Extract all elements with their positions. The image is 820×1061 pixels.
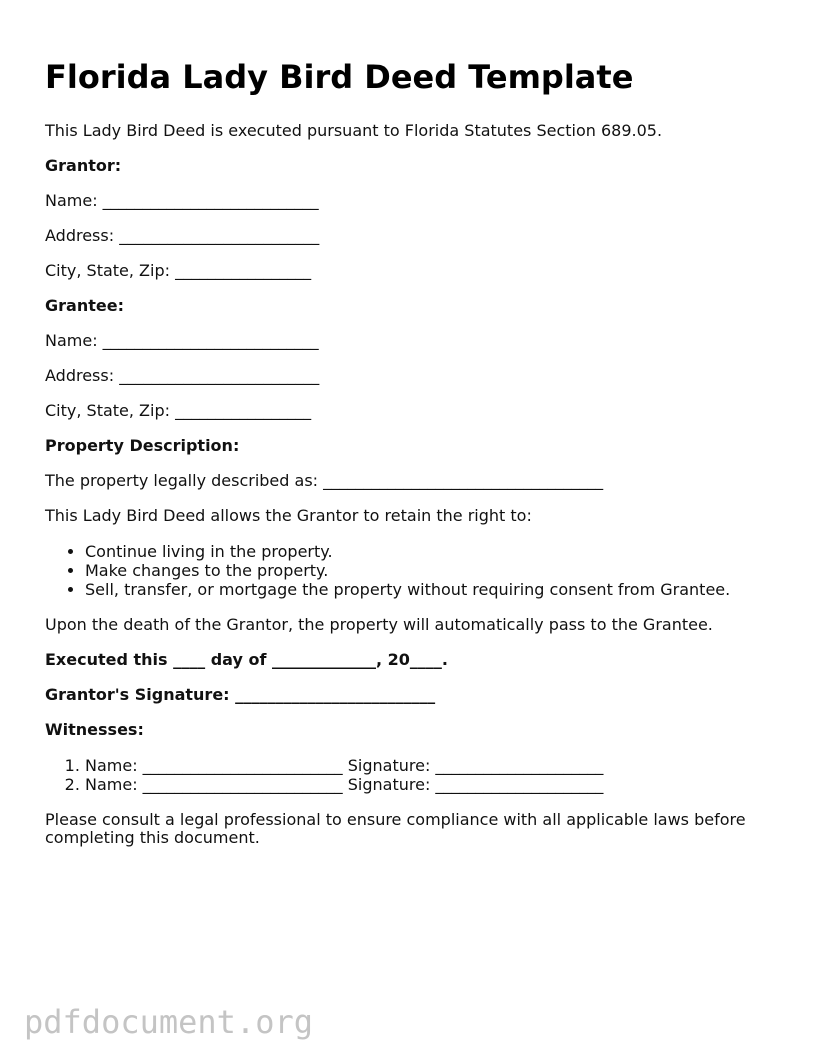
witnesses-heading: Witnesses:	[45, 720, 144, 739]
grantor-city-field: City, State, Zip: _________________	[45, 261, 312, 280]
document	[45, 56, 785, 864]
grantor-signature-line: Grantor's Signature: _________________________	[45, 685, 436, 704]
rights-list-item: • Continue living in the property.	[85, 542, 785, 561]
death-clause: Upon the death of the Grantor, the property will automatically pass to the Grantee.	[45, 615, 713, 634]
rights-intro: This Lady Bird Deed allows the Grantor to retain the right to:	[45, 506, 532, 525]
grantor-name-field: Name: ___________________________	[45, 191, 319, 210]
witness-item: 2. Name: _________________________ Signature: _____________________	[85, 775, 785, 794]
grantor-address-field: Address: _________________________	[45, 226, 320, 245]
grantee-city-field: City, State, Zip: _________________	[45, 401, 312, 420]
rights-list	[45, 542, 785, 599]
property-heading: Property Description:	[45, 436, 240, 455]
rights-list-item: • Sell, transfer, or mortgage the property without requiring consent from Grantee.	[85, 580, 785, 599]
intro-text: This Lady Bird Deed is executed pursuant to Florida Statutes Section 689.05.	[45, 121, 663, 140]
witness-item: 1. Name: _________________________ Signature: _____________________	[85, 756, 785, 775]
grantor-heading: Grantor:	[45, 156, 122, 175]
document-title: Florida Lady Bird Deed Template	[45, 58, 634, 96]
watermark-text: pdfdocument.org	[24, 1003, 313, 1041]
witnesses-list	[45, 756, 785, 794]
rights-list-item: • Make changes to the property.	[85, 561, 785, 580]
property-description-field: The property legally described as: ___________________________________	[45, 471, 604, 490]
executed-line: Executed this ____ day of _____________, 20____.	[45, 650, 448, 669]
grantee-heading: Grantee:	[45, 296, 124, 315]
grantee-name-field: Name: ___________________________	[45, 331, 319, 350]
disclaimer-text: Please consult a legal professional to ensure compliance with all applicable laws before completing this document.	[45, 810, 746, 847]
grantee-address-field: Address: _________________________	[45, 366, 320, 385]
